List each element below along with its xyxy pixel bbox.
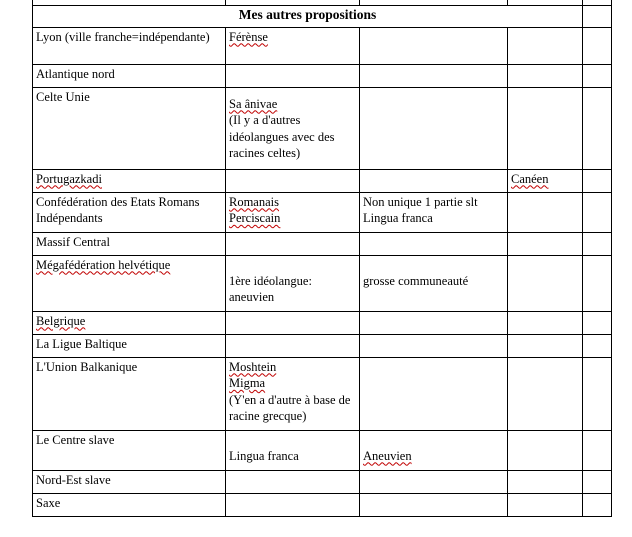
langue-note: (Il y a d'autres idéolangues avec des racines celtes) bbox=[229, 113, 335, 160]
langue-cell bbox=[226, 192, 360, 232]
langue-name: Férènse bbox=[229, 29, 268, 44]
note-cell: Non unique 1 partie slt Lingua franca bbox=[360, 192, 508, 232]
langue-name: Lingua franca bbox=[229, 448, 299, 463]
table-row bbox=[33, 27, 612, 64]
region-cell: La Ligue Baltique bbox=[33, 334, 226, 357]
region-cell: Le Centre slave bbox=[33, 430, 226, 470]
table-row bbox=[33, 169, 612, 192]
table-row bbox=[33, 430, 612, 470]
langue-cell bbox=[226, 255, 360, 311]
table-row bbox=[33, 255, 612, 311]
region-cell: Massif Central bbox=[33, 232, 226, 255]
region-cell: Portugazkadi bbox=[33, 169, 226, 192]
region-cell: Atlantique nord bbox=[33, 64, 226, 87]
table-row bbox=[33, 87, 612, 169]
table-header-row bbox=[33, 5, 612, 27]
extra-cell: Canéen bbox=[508, 169, 583, 192]
region-cell: Confédération des Etats Romans Indépendants bbox=[33, 192, 226, 232]
region-cell: Belgrique bbox=[33, 311, 226, 334]
region-cell: Mégafédération helvétique bbox=[33, 255, 226, 311]
region-cell: Celte Unie bbox=[33, 87, 226, 169]
table-row bbox=[33, 64, 612, 87]
langue-cell bbox=[226, 27, 360, 64]
note-cell: grosse communeauté bbox=[360, 255, 508, 311]
table-row bbox=[33, 334, 612, 357]
region-cell: Saxe bbox=[33, 493, 226, 516]
table-row bbox=[33, 311, 612, 334]
langue-name: Moshtein bbox=[229, 359, 277, 374]
region-cell: Lyon (ville franche=indépendante) bbox=[33, 27, 226, 64]
table-row bbox=[33, 192, 612, 232]
table-row bbox=[33, 470, 612, 493]
langue-note: (Y'en a d'autre à base de racine grecque) bbox=[229, 392, 351, 423]
region-cell: Nord-Est slave bbox=[33, 470, 226, 493]
langue-name: Romanais bbox=[229, 194, 279, 209]
propositions-table bbox=[32, 0, 612, 517]
langue-name-2: Perciscain bbox=[229, 211, 281, 225]
langue-name-2: Migma bbox=[229, 376, 266, 390]
region-cell: L'Union Balkanique bbox=[33, 357, 226, 430]
table-row bbox=[33, 493, 612, 516]
langue-name: 1ère idéolangue: aneuvien bbox=[229, 273, 312, 304]
langue-name: Sa ânivae bbox=[229, 96, 278, 111]
table-row bbox=[33, 357, 612, 430]
langue-cell bbox=[226, 357, 360, 430]
langue-cell bbox=[226, 87, 360, 169]
table-title: Mes autres propositions bbox=[33, 5, 583, 27]
langue-cell bbox=[226, 430, 360, 470]
table-row bbox=[33, 232, 612, 255]
note-cell: Aneuvien bbox=[360, 430, 508, 470]
